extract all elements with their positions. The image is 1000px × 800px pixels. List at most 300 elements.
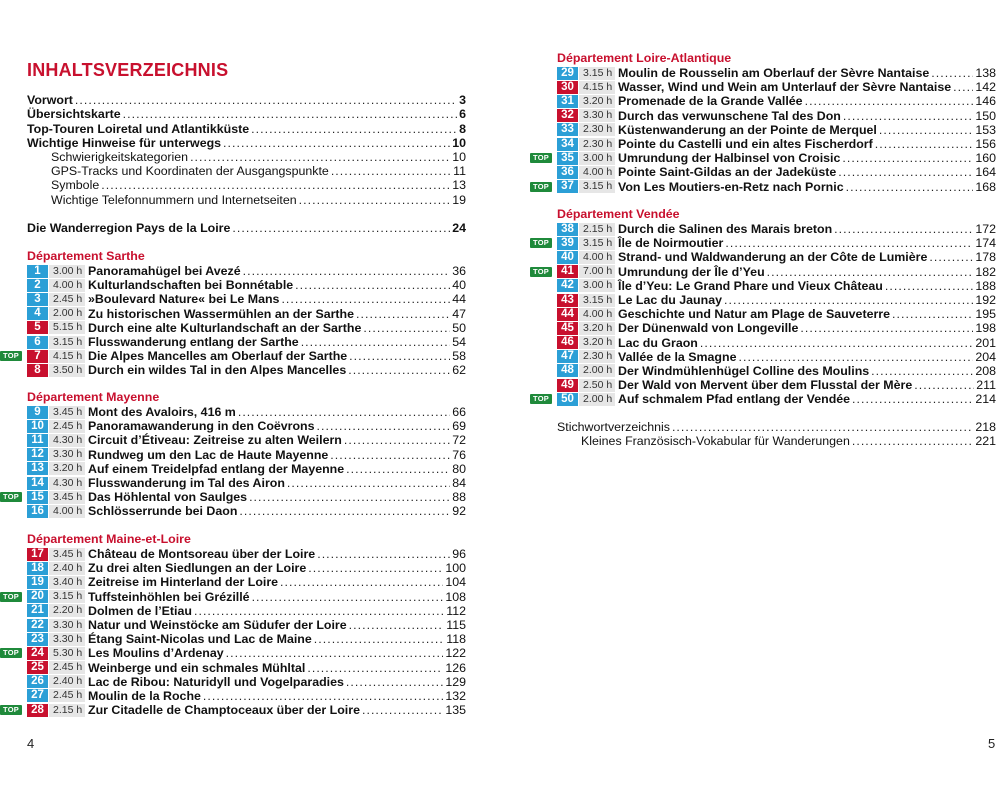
tour-title: Tuffsteinhöhlen bei Grézillé: [88, 589, 250, 604]
tour-page: 132: [445, 688, 466, 703]
tour-page: 201: [975, 335, 996, 350]
tour-title: Der Windmühlenhügel Colline des Moulins: [618, 363, 870, 378]
tour-page: 36: [452, 264, 466, 279]
tour-number: 15: [27, 491, 48, 504]
tour-entry[interactable]: [27, 335, 466, 349]
tour-duration: 2.45 h: [49, 689, 85, 702]
tour-entry[interactable]: [533, 151, 996, 166]
toc-line-text: Vorwort: [27, 93, 73, 108]
toc-line[interactable]: [27, 93, 466, 107]
tour-number: 11: [27, 434, 48, 447]
tour-title: Auf einem Treidelpfad entlang der Mayenne: [88, 461, 345, 476]
top-badge: TOP: [0, 492, 22, 502]
tour-entry[interactable]: [27, 462, 466, 476]
tour-number: 48: [557, 364, 578, 377]
tour-title: Flusswanderung im Tal des Airon: [88, 476, 285, 491]
tour-number: 39: [557, 237, 578, 250]
tour-page: 44: [452, 292, 466, 307]
tour-number: 1: [27, 265, 48, 278]
tour-title: Promenade de la Grande Vallée: [618, 94, 803, 109]
tour-page: 192: [975, 293, 996, 308]
tour-duration: 3.30 h: [49, 633, 85, 646]
tour-title: Panoramahügel bei Avezé: [88, 264, 241, 279]
tour-title: Château de Montsoreau über der Loire: [88, 547, 316, 562]
tour-number: 45: [557, 322, 578, 335]
top-badge: TOP: [0, 592, 22, 602]
toc-line-text: Schwierigkeitskategorien: [51, 149, 189, 164]
tour-title: Der Wald von Mervent über dem Flusstal der Mère: [618, 378, 913, 393]
toc-line-text: Stichwortverzeichnis: [557, 420, 670, 435]
tour-duration: 2.00 h: [49, 307, 85, 320]
top-badge: TOP: [530, 153, 552, 163]
tour-entry[interactable]: [27, 604, 466, 618]
toc-line-text: Übersichtskarte: [27, 107, 121, 122]
tour-title: Pointe Saint-Gildas an der Jadeküste: [618, 165, 837, 180]
tour-entry[interactable]: [27, 307, 466, 321]
tour-title: Zur Citadelle de Champtoceaux über der Loire: [88, 703, 360, 718]
tour-page: 211: [976, 378, 996, 393]
tour-page: 153: [975, 122, 996, 137]
tour-page: 135: [445, 703, 466, 718]
tour-entry[interactable]: [557, 336, 996, 350]
tour-title: Das Höhlental von Saulges: [88, 490, 248, 505]
tour-duration: 5.15 h: [49, 321, 85, 334]
tour-page: 198: [975, 321, 996, 336]
toc-line-page: 221: [975, 434, 996, 449]
tour-entry[interactable]: [557, 350, 996, 364]
tour-entry[interactable]: [557, 123, 996, 137]
tour-page: 72: [452, 433, 466, 448]
region-vendee: [533, 207, 996, 407]
tour-page: 208: [975, 363, 996, 378]
tour-duration: 4.00 h: [579, 251, 615, 264]
tour-page: 142: [975, 80, 996, 95]
tour-number: 42: [557, 279, 578, 292]
tour-number: 31: [557, 95, 578, 108]
tour-entry[interactable]: [533, 236, 996, 251]
tour-number: 44: [557, 308, 578, 321]
toc-line[interactable]: [27, 221, 466, 235]
tour-duration: 7.00 h: [579, 265, 615, 278]
tour-number: 43: [557, 294, 578, 307]
tour-duration: 4.30 h: [49, 434, 85, 447]
tour-number: 30: [557, 81, 578, 94]
toc-line-text: Die Wanderregion Pays de la Loire: [27, 221, 231, 236]
tour-duration: 3.30 h: [49, 448, 85, 461]
tour-page: 47: [452, 306, 466, 321]
tour-title: Rundweg um den Lac de Haute Mayenne: [88, 447, 329, 462]
tour-duration: 4.15 h: [49, 350, 85, 363]
tour-duration: 2.30 h: [579, 138, 615, 151]
tour-number: 16: [27, 505, 48, 518]
tour-number: 40: [557, 251, 578, 264]
tour-number: 28: [27, 704, 48, 717]
top-badge: TOP: [530, 394, 552, 404]
tour-entry[interactable]: [3, 490, 466, 505]
tour-duration: 3.20 h: [49, 462, 85, 475]
tour-page: 164: [975, 165, 996, 180]
tour-number: 36: [557, 166, 578, 179]
tour-title: Durch eine alte Kulturlandschaft an der Sarthe: [88, 320, 362, 335]
tour-duration: 2.45 h: [49, 661, 85, 674]
tour-entry[interactable]: [27, 632, 466, 646]
tour-entry[interactable]: [557, 364, 996, 378]
tour-number: 46: [557, 336, 578, 349]
tour-number: 35: [557, 152, 578, 165]
tour-page: 138: [975, 66, 996, 81]
tour-entry[interactable]: [557, 165, 996, 179]
tour-number: 37: [557, 180, 578, 193]
tour-duration: 3.15 h: [579, 67, 615, 80]
tour-title: Umrundung der Île d’Yeu: [618, 264, 765, 279]
tour-duration: 4.00 h: [49, 505, 85, 518]
tour-title: Zu drei alten Siedlungen an der Loire: [88, 561, 307, 576]
tour-entry[interactable]: [27, 561, 466, 575]
tour-page: 174: [975, 236, 996, 251]
toc-line[interactable]: [27, 178, 466, 192]
toc-line-page: 13: [452, 178, 466, 193]
tour-duration: 3.50 h: [49, 364, 85, 377]
tour-entry[interactable]: [3, 349, 466, 364]
tour-number: 27: [27, 689, 48, 702]
tour-entry[interactable]: [557, 321, 996, 335]
tour-duration: 2.40 h: [49, 675, 85, 688]
tour-number: 20: [27, 590, 48, 603]
tour-number: 6: [27, 336, 48, 349]
tour-page: 54: [452, 335, 466, 350]
tour-page: 80: [452, 461, 466, 476]
tour-duration: 5.30 h: [49, 647, 85, 660]
tour-number: 26: [27, 675, 48, 688]
tour-number: 24: [27, 647, 48, 660]
tour-entry[interactable]: [3, 589, 466, 604]
tour-entry[interactable]: [27, 292, 466, 306]
tour-page: 84: [452, 476, 466, 491]
tour-entry[interactable]: [27, 575, 466, 589]
tour-title: Zu historischen Wassermühlen an der Sarthe: [88, 306, 355, 321]
toc-line-text: GPS-Tracks und Koordinaten der Ausgangspunkte: [51, 164, 329, 179]
tour-page: 146: [975, 94, 996, 109]
tour-duration: 3.45 h: [49, 406, 85, 419]
tour-entry[interactable]: [27, 278, 466, 292]
toc-line-text: Wichtige Telefonnummern und Internetseiten: [51, 192, 297, 207]
tour-title: Flusswanderung entlang der Sarthe: [88, 335, 299, 350]
tour-page: 168: [975, 179, 996, 194]
tour-page: 62: [452, 363, 466, 378]
tour-page: 40: [452, 278, 466, 293]
region-heading: Département Mayenne: [27, 390, 160, 404]
tour-page: 76: [452, 447, 466, 462]
tour-title: Étang Saint-Nicolas und Lac de Maine: [88, 632, 312, 647]
tour-page: 100: [445, 561, 466, 576]
tour-title: Durch das verwunschene Tal des Don: [618, 108, 841, 123]
tour-title: Pointe du Castelli und ein altes Fischerdorf: [618, 137, 873, 152]
top-badge: TOP: [530, 238, 552, 248]
tour-duration: 3.20 h: [579, 322, 615, 335]
tour-duration: 3.45 h: [49, 491, 85, 504]
region-heading: Département Maine-et-Loire: [27, 532, 191, 546]
tour-page: 178: [975, 250, 996, 265]
tour-title: Der Dünenwald von Longeville: [618, 321, 799, 336]
tour-entry[interactable]: [557, 80, 996, 94]
tour-entry[interactable]: [27, 689, 466, 703]
tour-duration: 2.45 h: [49, 420, 85, 433]
tour-page: 50: [452, 320, 466, 335]
toc-title: INHALTSVERZEICHNIS: [27, 60, 229, 80]
tour-duration: 3.30 h: [579, 109, 615, 122]
tour-title: Lac du Graon: [618, 335, 698, 350]
top-badge: TOP: [0, 705, 22, 715]
tour-duration: 3.00 h: [49, 265, 85, 278]
tour-number: 8: [27, 364, 48, 377]
tour-duration: 3.15 h: [579, 294, 615, 307]
tour-title: Mont des Avaloirs, 416 m: [88, 405, 236, 420]
tour-number: 18: [27, 562, 48, 575]
tour-title: Auf schmalem Pfad entlang der Vendée: [618, 392, 851, 407]
toc-line-page: 10: [452, 149, 466, 164]
toc-line[interactable]: [27, 121, 466, 135]
tour-entry[interactable]: [27, 321, 466, 335]
tour-title: Natur und Weinstöcke am Südufer der Loire: [88, 618, 347, 633]
toc-line-page: 24: [452, 221, 466, 236]
toc-line-page: 8: [459, 121, 466, 136]
tour-page: 115: [446, 618, 466, 633]
tour-title: Lac de Ribou: Naturidyll und Vogelparadies: [88, 674, 344, 689]
tour-entry[interactable]: [3, 646, 466, 661]
tour-entry[interactable]: [557, 250, 996, 264]
tour-number: 25: [27, 661, 48, 674]
tour-title: Kulturlandschaften bei Bonnétable: [88, 278, 294, 293]
region-heading: Département Vendée: [557, 207, 680, 221]
tour-title: Von Les Moutiers-en-Retz nach Pornic: [618, 179, 844, 194]
tour-number: 50: [557, 393, 578, 406]
tour-number: 41: [557, 265, 578, 278]
tour-entry[interactable]: [27, 661, 466, 675]
tour-title: Geschichte und Natur am Plage de Sauveterre: [618, 307, 891, 322]
tour-entry[interactable]: [27, 618, 466, 632]
tour-number: 32: [557, 109, 578, 122]
tour-duration: 3.15 h: [49, 590, 85, 603]
tour-page: 104: [445, 575, 466, 590]
tour-number: 12: [27, 448, 48, 461]
tour-title: Weinberge und ein schmales Mühltal: [88, 660, 306, 675]
tour-entry[interactable]: [557, 279, 996, 293]
region-sarthe: [3, 249, 466, 378]
top-badge: TOP: [0, 648, 22, 658]
tour-duration: 3.30 h: [49, 619, 85, 632]
tour-title: Circuit d’Étiveau: Zeitreise zu alten Weilern: [88, 433, 342, 448]
tour-entry[interactable]: [557, 378, 996, 392]
tour-number: 17: [27, 548, 48, 561]
tour-duration: 4.00 h: [579, 166, 615, 179]
toc-line-text: Symbole: [51, 178, 100, 193]
tour-duration: 3.15 h: [49, 336, 85, 349]
tour-entry[interactable]: [3, 703, 466, 718]
toc-line-text: Top-Touren Loiretal und Atlantikküste: [27, 121, 250, 136]
tour-entry[interactable]: [533, 392, 996, 407]
tour-entry[interactable]: [27, 547, 466, 561]
tour-duration: 2.40 h: [49, 562, 85, 575]
toc-line-page: 218: [975, 420, 996, 435]
tour-duration: 3.00 h: [579, 279, 615, 292]
tour-duration: 3.40 h: [49, 576, 85, 589]
tour-page: 172: [975, 222, 996, 237]
tour-entry[interactable]: [27, 675, 466, 689]
tour-entry[interactable]: [27, 433, 466, 447]
tour-page: 122: [445, 646, 466, 661]
tour-title: Panoramawanderung in den Coëvrons: [88, 419, 315, 434]
tour-number: 47: [557, 350, 578, 363]
tour-number: 7: [27, 350, 48, 363]
region-heading: Département Loire-Atlantique: [557, 51, 732, 65]
tour-title: Umrundung der Halbinsel von Croisic: [618, 151, 841, 166]
tour-page: 160: [975, 151, 996, 166]
tour-page: 150: [975, 108, 996, 123]
tour-number: 21: [27, 604, 48, 617]
toc-line[interactable]: [27, 150, 466, 164]
tour-page: 92: [452, 504, 466, 519]
tour-number: 38: [557, 223, 578, 236]
region-maine-et-loire: [3, 532, 466, 718]
tour-page: 88: [452, 490, 466, 505]
tour-title: Wasser, Wind und Wein am Unterlauf der Sèvre Nantaise: [618, 80, 952, 95]
tour-duration: 3.20 h: [579, 336, 615, 349]
tour-entry[interactable]: [557, 293, 996, 307]
toc-line-page: 3: [459, 93, 466, 108]
tour-number: 9: [27, 406, 48, 419]
tour-number: 10: [27, 420, 48, 433]
toc-line[interactable]: [27, 164, 466, 178]
toc-line[interactable]: [557, 420, 996, 434]
right-page: [500, 0, 1000, 800]
tour-entry[interactable]: [557, 66, 996, 80]
region-heading: Département Sarthe: [27, 249, 145, 263]
tour-duration: 3.20 h: [579, 95, 615, 108]
tour-title: Moulin de Rousselin am Oberlauf der Sèvre Nantaise: [618, 66, 930, 81]
tour-number: 34: [557, 138, 578, 151]
tour-title: Île de Noirmoutier: [618, 236, 724, 251]
tour-number: 14: [27, 477, 48, 490]
tour-entry[interactable]: [27, 419, 466, 433]
tour-page: 96: [452, 547, 466, 562]
tour-entry[interactable]: [27, 264, 466, 278]
tour-title: Les Moulins d’Ardenay: [88, 646, 224, 661]
tour-page: 204: [975, 349, 996, 364]
front-matter-list: [27, 93, 466, 207]
toc-line-text: Kleines Französisch-Vokabular für Wanderungen: [581, 434, 850, 449]
tour-duration: 4.00 h: [579, 308, 615, 321]
tour-entry[interactable]: [557, 307, 996, 321]
tour-entry[interactable]: [557, 222, 996, 236]
tour-title: Durch ein wildes Tal in den Alpes Mancelles: [88, 363, 347, 378]
tour-number: 49: [557, 379, 578, 392]
tour-title: Le Lac du Jaunay: [618, 293, 722, 308]
tour-number: 33: [557, 123, 578, 136]
tour-title: Moulin de la Roche: [88, 688, 201, 703]
tour-title: Strand- und Waldwanderung an der Côte de Lumière: [618, 250, 928, 265]
region-intro: [27, 221, 466, 235]
tour-duration: 2.00 h: [579, 393, 615, 406]
tour-entry[interactable]: [533, 264, 996, 279]
toc-line-page: 6: [459, 107, 466, 122]
region-loire-atlantique: [533, 51, 996, 194]
page-number-right: 5: [988, 736, 996, 751]
tour-title: Küstenwanderung an der Pointe de Merquel: [618, 122, 877, 137]
tour-page: 118: [446, 632, 466, 647]
tour-duration: 2.20 h: [49, 604, 85, 617]
tour-number: 23: [27, 633, 48, 646]
tour-duration: 2.00 h: [579, 364, 615, 377]
tour-entry[interactable]: [27, 448, 466, 462]
tour-duration: 2.50 h: [579, 379, 615, 392]
tour-duration: 4.00 h: [49, 279, 85, 292]
back-matter-list: [557, 420, 996, 448]
tour-duration: 2.30 h: [579, 350, 615, 363]
tour-page: 214: [975, 392, 996, 407]
tour-number: 22: [27, 619, 48, 632]
tour-duration: 3.15 h: [579, 180, 615, 193]
tour-duration: 4.15 h: [579, 81, 615, 94]
tour-title: Dolmen de l’Etiau: [88, 603, 192, 618]
region-mayenne: [3, 390, 466, 519]
tour-page: 112: [446, 603, 466, 618]
top-badge: TOP: [530, 182, 552, 192]
tour-number: 5: [27, 321, 48, 334]
tour-duration: 3.15 h: [579, 237, 615, 250]
tour-duration: 3.00 h: [579, 152, 615, 165]
tour-page: 126: [445, 660, 466, 675]
tour-number: 3: [27, 293, 48, 306]
tour-title: Die Alpes Mancelles am Oberlauf der Sarthe: [88, 349, 348, 364]
tour-title: Durch die Salinen des Marais breton: [618, 222, 833, 237]
tour-duration: 2.30 h: [579, 123, 615, 136]
tour-duration: 4.30 h: [49, 477, 85, 490]
toc-line[interactable]: [27, 107, 466, 121]
toc-line[interactable]: [27, 136, 466, 150]
toc-line[interactable]: [557, 434, 996, 448]
tour-number: 2: [27, 279, 48, 292]
tour-title: »Boulevard Nature« bei Le Mans: [88, 292, 280, 307]
tour-page: 188: [975, 278, 996, 293]
top-badge: TOP: [530, 267, 552, 277]
tour-page: 66: [452, 405, 466, 420]
tour-page: 156: [975, 137, 996, 152]
tour-duration: 3.45 h: [49, 548, 85, 561]
tour-entry[interactable]: [557, 109, 996, 123]
tour-page: 182: [975, 264, 996, 279]
tour-entry[interactable]: [533, 179, 996, 194]
tour-title: Vallée de la Smagne: [618, 349, 737, 364]
tour-number: 29: [557, 67, 578, 80]
tour-entry[interactable]: [557, 94, 996, 108]
toc-line[interactable]: [27, 192, 466, 206]
tour-number: 13: [27, 462, 48, 475]
tour-page: 69: [452, 419, 466, 434]
top-badge: TOP: [0, 351, 22, 361]
tour-entry[interactable]: [557, 137, 996, 151]
tour-number: 19: [27, 576, 48, 589]
tour-entry[interactable]: [27, 476, 466, 490]
tour-number: 4: [27, 307, 48, 320]
toc-line-text: Wichtige Hinweise für unterwegs: [27, 135, 222, 150]
tour-title: Île d’Yeu: Le Grand Phare und Vieux Château: [618, 278, 883, 293]
page-number-left: 4: [27, 736, 35, 751]
tour-entry[interactable]: [27, 363, 466, 377]
tour-entry[interactable]: [27, 504, 466, 518]
tour-page: 195: [975, 307, 996, 322]
tour-page: 108: [445, 589, 466, 604]
tour-entry[interactable]: [27, 405, 466, 419]
